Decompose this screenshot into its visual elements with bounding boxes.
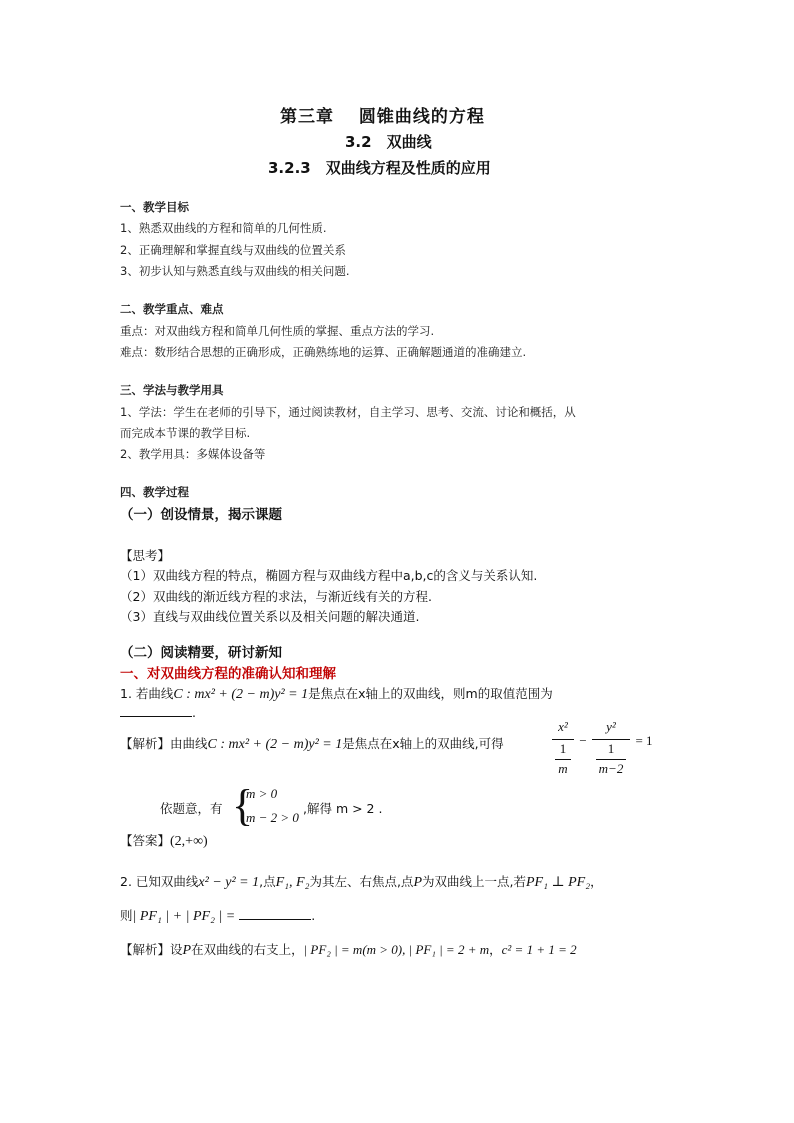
condition-suffix: ,解得 m > 2 .: [303, 801, 383, 816]
frac2-inner-bottom: m−2: [598, 761, 624, 776]
goal-item: 1、熟悉双曲线的方程和简单的几何性质.: [120, 221, 327, 235]
answer-value: (2,+∞): [170, 834, 208, 849]
process-part1: （一）创设情景，揭示课题: [120, 507, 282, 523]
q1-blank-line: [120, 704, 196, 720]
methods-line: 2、教学用具：多媒体设备等: [120, 447, 266, 461]
analysis-point: P: [182, 943, 192, 958]
q2-analysis: [120, 940, 577, 959]
q2-end: .: [311, 908, 316, 923]
frac2-line: [592, 739, 630, 740]
methods-heading: 三、学法与教学用具: [120, 383, 224, 397]
q2-perpendicular: PF₁ ⊥ PF₂: [525, 875, 591, 890]
analysis-text: 在双曲线的右支上，: [191, 942, 304, 957]
important-point: 重点：对双曲线方程和简单几何性质的掌握、重点方法的学习.: [120, 324, 435, 338]
q1-suffix: 是焦点在x轴上的双曲线，则m的取值范围为: [308, 686, 553, 701]
methods-line: 而完成本节课的教学目标.: [120, 426, 251, 440]
equals-one: = 1: [635, 733, 653, 748]
think-label: 【思考】: [120, 548, 171, 563]
analysis-sep: ，: [489, 942, 502, 957]
think-item: （1）双曲线方程的特点，椭圆方程与双曲线方程中a,b,c的含义与关系认知.: [120, 568, 538, 583]
q1-statement: [120, 684, 553, 703]
chapter-title: 第三章 圆锥曲线的方程: [280, 107, 485, 127]
q1-answer: [120, 831, 208, 850]
frac1-line: [552, 739, 574, 740]
condition-2: m − 2 > 0: [246, 810, 299, 825]
frac1-inner-line: [555, 759, 571, 760]
answer-blank: [120, 704, 192, 717]
analysis-equation: c² = 1 + 1 = 2: [501, 942, 577, 957]
frac1-inner-bottom: m: [558, 761, 568, 776]
goal-item: 2、正确理解和掌握直线与双曲线的位置关系: [120, 243, 346, 257]
q2-comma: ，: [590, 874, 603, 889]
left-brace: {: [232, 781, 254, 830]
process-part2: （二）阅读精要，研讨新知: [120, 645, 282, 661]
q2-text: ,点: [259, 874, 276, 889]
q1-equation: C : mx² + (2 − m)y² = 1: [173, 687, 309, 702]
q2-text: 为其左、右焦点,点: [309, 874, 414, 889]
frac2-numerator: y²: [606, 719, 616, 734]
q2-then: 则: [120, 908, 133, 923]
q1-prefix: 1. 若曲线: [120, 686, 174, 701]
minus-sign: −: [579, 733, 587, 748]
q2-sum: | PF₁ | + | PF₂ | =: [132, 909, 236, 924]
difficult-point: 难点：数形结合思想的正确形成，正确熟练地的运算、正确解题通道的准确建立.: [120, 345, 527, 359]
q1-blank-end: .: [192, 705, 196, 720]
frac2-inner-top: 1: [607, 741, 615, 756]
analysis-text: 是焦点在x轴上的双曲线,可得: [342, 736, 504, 751]
goals-heading: 一、教学目标: [120, 200, 189, 214]
frac1-inner-top: 1: [559, 741, 567, 756]
q2-foci: F₁, F₂: [275, 875, 310, 890]
keypoints-heading: 二、教学重点、难点: [120, 302, 224, 316]
q2-statement: [120, 872, 603, 891]
analysis-text: 设: [170, 942, 183, 957]
goal-item: 3、初步认知与熟悉直线与双曲线的相关问题.: [120, 264, 350, 278]
q2-point: P: [413, 875, 422, 890]
analysis-text: 由曲线: [170, 736, 208, 751]
q2-text: 为双曲线上一点,若: [422, 874, 526, 889]
answer-blank: [239, 907, 311, 920]
condition-prefix: 依题意，有: [160, 801, 223, 816]
q1-analysis: [120, 734, 504, 753]
condition-1: m > 0: [246, 786, 278, 801]
methods-line: 1、学法：学生在老师的引导下，通过阅读教材，自主学习、思考、交流、讨论和概括，从: [120, 405, 576, 419]
analysis-equation: | PF₂ | = m(m > 0), | PF₁ | = 2 + m: [303, 942, 490, 957]
section-title: 3.2 双曲线: [345, 133, 432, 151]
think-item: （3）直线与双曲线位置关系以及相关问题的解决通道.: [120, 609, 420, 624]
process-heading: 四、教学过程: [120, 485, 189, 499]
frac1-numerator: x²: [558, 719, 568, 734]
think-item: （2）双曲线的渐近线方程的求法，与渐近线有关的方程.: [120, 589, 432, 604]
analysis-label: 【解析】: [120, 736, 171, 751]
answer-label: 【答案】: [120, 833, 171, 848]
q2-question: [120, 906, 315, 925]
red-section-title: 一、对双曲线方程的准确认知和理解: [120, 666, 336, 682]
subsection-title: 3.2.3 双曲线方程及性质的应用: [268, 159, 491, 177]
q2-prefix: 2. 已知双曲线: [120, 874, 199, 889]
q2-equation: x² − y² = 1: [198, 875, 260, 890]
analysis-equation: C : mx² + (2 − m)y² = 1: [207, 737, 343, 752]
frac2-inner-line: [596, 759, 626, 760]
analysis-label: 【解析】: [120, 942, 171, 957]
